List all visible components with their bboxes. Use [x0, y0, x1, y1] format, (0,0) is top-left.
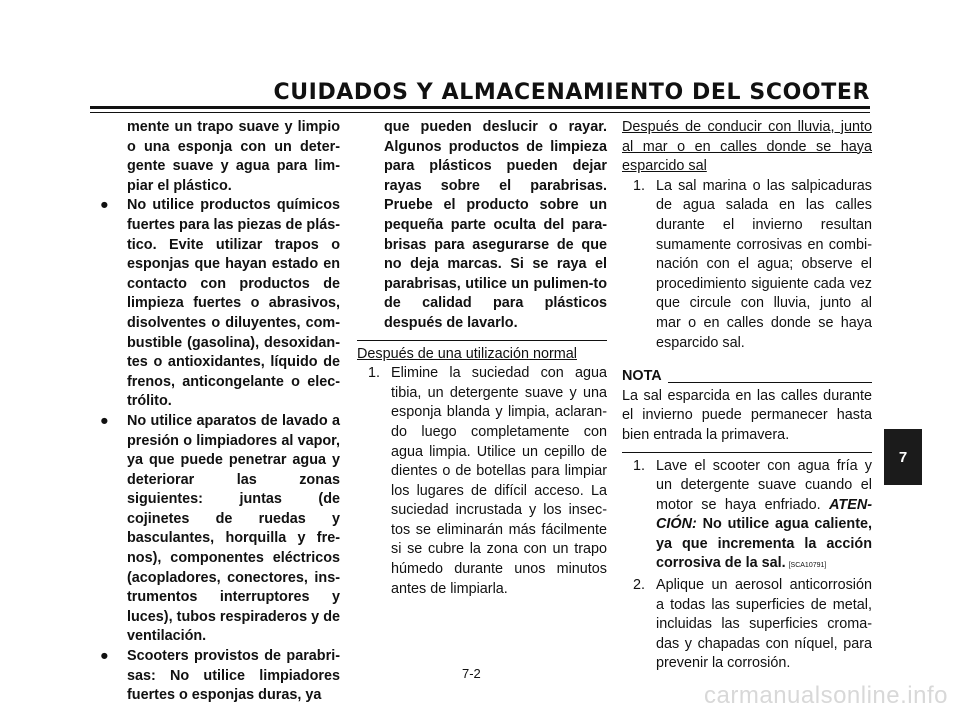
header-rule-thin	[90, 112, 870, 113]
item-number: 2.	[633, 577, 646, 594]
atencion-warning: No utilice agua caliente, ya que incrementa la acción corrosiva de la sal.	[656, 516, 872, 572]
bullet-icon: ●	[100, 412, 109, 429]
bullet-text: Scooters provistos de parabri-sas: No utilice limpiadores fuertes o esponjas duras, ya	[127, 648, 340, 704]
bullet-text: No utilice aparatos de lavado a presión o limpiadores al vapor, ya que puede penetrar agua y deteriorar las zonas siguientes: juntas (de cojinetes de ruedas y basculantes, horquilla y fre-nos), componentes eléctricos (acopladores, conectores, ins-trumentos interruptores y luces), tubos respiraderos y de ventilación.	[127, 412, 340, 645]
nota-heading	[622, 367, 872, 387]
item-text: Elimine la suciedad con agua tibia, un detergente suave y una esponja blanda y limpia, aclaran-do luego completamente con agua limpia. Utilice un cepillo de dientes o de botellas para limpiar los lugares de difícil acceso. La suciedad incrustada y los insec-tos se eliminarán más fácilmente si se cubre la zona con un trapo húmedo durante unos minutos antes de limpiarla.	[391, 365, 607, 597]
col1-paragraph: mente un trapo suave y limpio o una esponja con un deter-gente suave y agua para lim-piar el plástico.	[127, 119, 340, 194]
nota-label: NOTA	[622, 368, 662, 385]
bullet-icon: ●	[100, 197, 109, 214]
section-divider	[357, 340, 607, 341]
chapter-tab: 7	[884, 429, 922, 485]
col2-warning-continued: que pueden deslucir o rayar. Algunos productos de limpieza para plásticos pueden dejar rayas sobre el parabrisas. Pruebe el producto sobre un pequeña parte oculta del para-brisas para asegurarse de que no deja marcas. Si se raya el parabrisas, utilice un pulimen-to de calidad para plásticos después de lavarlo.	[384, 119, 607, 331]
nota-rule	[668, 382, 872, 383]
column-2	[357, 118, 607, 599]
item-text: Aplique un aerosol anticorrosión a todas las superficies de metal, incluidas las superficies croma-das y chapadas con níquel, para prevenir la corrosión.	[656, 577, 872, 672]
section-title-rain-salt: Después de conducir con lluvia, junto al mar o en calles donde se haya esparcido sal	[622, 119, 872, 175]
bullet-icon: ●	[100, 648, 109, 665]
item-text: Lave el scooter con agua fría y un detergente suave cuando el motor se haya enfriado.	[656, 457, 872, 513]
bullet-text: No utilice productos químicos fuertes para las piezas de plás-tico. Evite utilizar trapos o esponjas que hayan estado en contacto con productos de limpieza fuertes o abrasivos, disolventes o diluyentes, com-bustible (gasolina), desoxidan-tes o antioxidantes, líquido de frenos, anticongelante o elec-trólito.	[127, 197, 340, 410]
nota-end-divider	[622, 452, 872, 453]
bullet-item	[100, 647, 340, 706]
page-header-title: CUIDADOS Y ALMACENAMIENTO DEL SCOOTER	[273, 80, 870, 105]
item-number: 1.	[633, 177, 646, 194]
bullet-item	[100, 196, 340, 412]
page-number: 7-2	[462, 666, 481, 681]
item-number: 1.	[368, 365, 381, 382]
section-title-normal-use: Después de una utilización normal	[357, 345, 577, 362]
item-text: La sal marina o las salpicaduras de agua salada en las calles durante el invierno resultan sumamente corrosivas en combi-nación con el agua; observe el procedimiento siguiente cada vez que circule con lluvia, junto al mar o en calles donde se haya esparcido sal.	[656, 177, 872, 351]
watermark: carmanualsonline.info	[704, 682, 948, 709]
numbered-item	[622, 576, 872, 674]
numbered-item	[357, 364, 607, 599]
numbered-item	[622, 457, 872, 577]
atencion-label: ATEN-CIÓN:	[656, 496, 873, 533]
header-rule-thick	[90, 106, 870, 109]
column-1	[100, 118, 340, 706]
reference-code: [SCA10791]	[788, 562, 827, 570]
numbered-item	[622, 177, 872, 353]
bullet-item	[100, 412, 340, 647]
column-3	[622, 118, 872, 674]
item-number: 1.	[633, 457, 646, 474]
nota-text: La sal esparcida en las calles durante el invierno puede permanecer hasta bien entrada la primavera.	[622, 387, 872, 443]
